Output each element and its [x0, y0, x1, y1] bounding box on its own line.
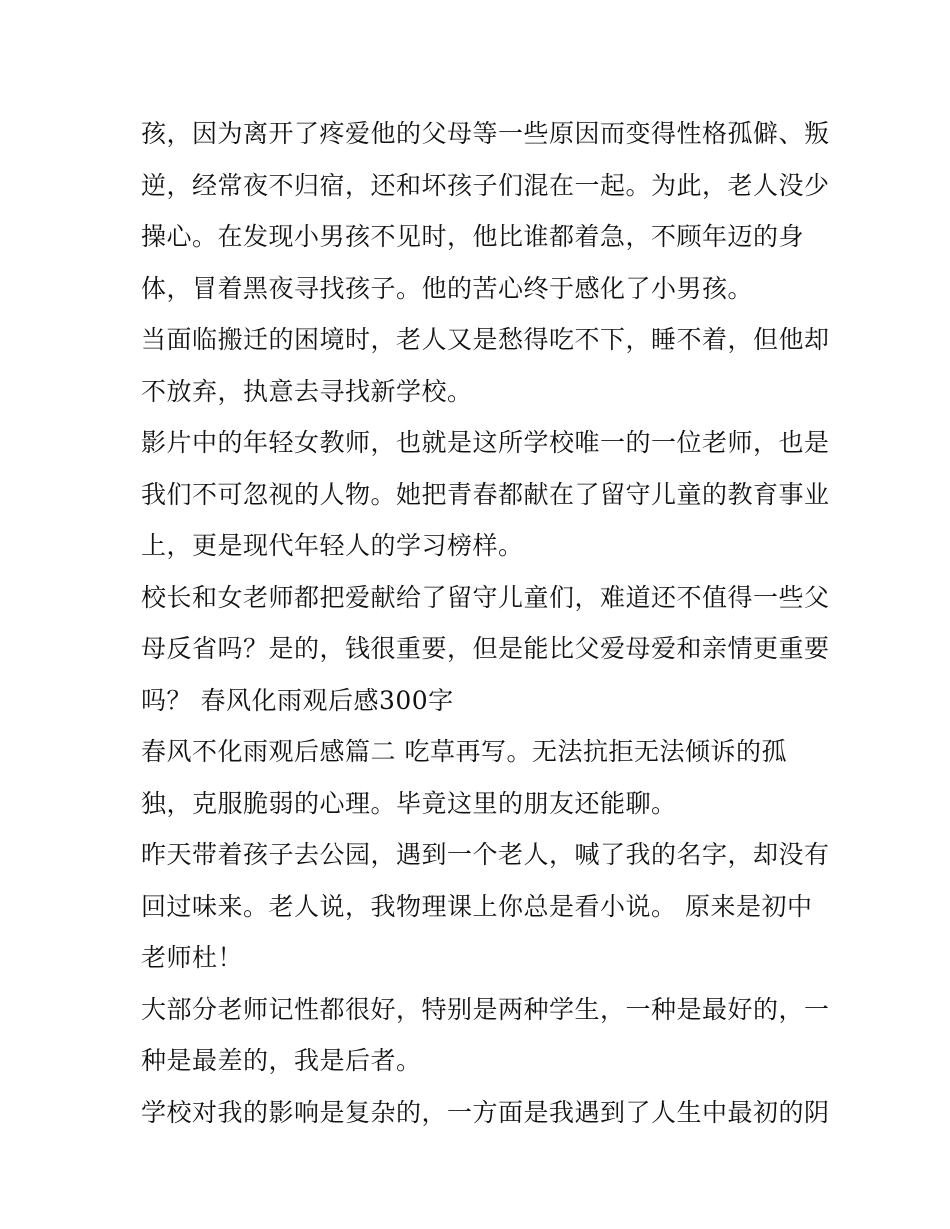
text-line: 老师杜！ — [141, 943, 244, 972]
text-line: 当面临搬迁的困境时，老人又是愁得吃不下，睡不着，但他却 — [141, 325, 830, 354]
text-line: 种是最差的，我是后者。 — [141, 1046, 422, 1075]
text-line: 操心。在发现小男孩不见时，他比谁都着急，不顾年迈的身 — [141, 222, 805, 251]
text-line: 学校对我的影响是复杂的，一方面是我遇到了人生中最初的阴 — [141, 1097, 830, 1127]
text-line: 母反省吗？是的，钱很重要，但是能比父爱母爱和亲情更重要 — [141, 634, 830, 663]
document-body — [141, 108, 830, 1138]
text-line: 回过味来。老人说，我物理课上你总是看小说。 原来是初中 — [141, 891, 813, 921]
text-line: 校长和女老师都把爱献给了留守儿童们，难道还不值得一些父 — [141, 582, 830, 612]
text-line: 逆，经常夜不归宿，还和坏孩子们混在一起。为此，老人没少 — [141, 170, 830, 200]
text-line: 春风不化雨观后感篇二 吃草再写。无法抗拒无法倾诉的孤 — [141, 737, 787, 766]
text-line: 我们不可忽视的人物。她把青春都献在了留守儿童的教育事业 — [141, 479, 830, 509]
text-line: 孩，因为离开了疼爱他的父母等一些原因而变得性格孤僻、叛 — [141, 119, 830, 148]
text-line: 大部分老师记性都很好，特别是两种学生，一种是最好的，一 — [141, 994, 830, 1024]
text-line: 独，克服脆弱的心理。毕竟这里的朋友还能聊。 — [141, 788, 677, 818]
text-line: 不放弃，执意去寻找新学校。 — [141, 376, 473, 406]
text-line: 影片中的年轻女教师，也就是这所学校唯一的一位老师，也是 — [141, 428, 830, 457]
text-line: 昨天带着孩子去公园，遇到一个老人，喊了我的名字，却没有 — [141, 840, 830, 869]
text-line: 吗？ 春风化雨观后感300字 — [141, 685, 454, 715]
text-line: 上，更是现代年轻人的学习榜样。 — [141, 531, 524, 560]
text-line: 体，冒着黑夜寻找孩子。他的苦心终于感化了小男孩。 — [141, 273, 754, 303]
